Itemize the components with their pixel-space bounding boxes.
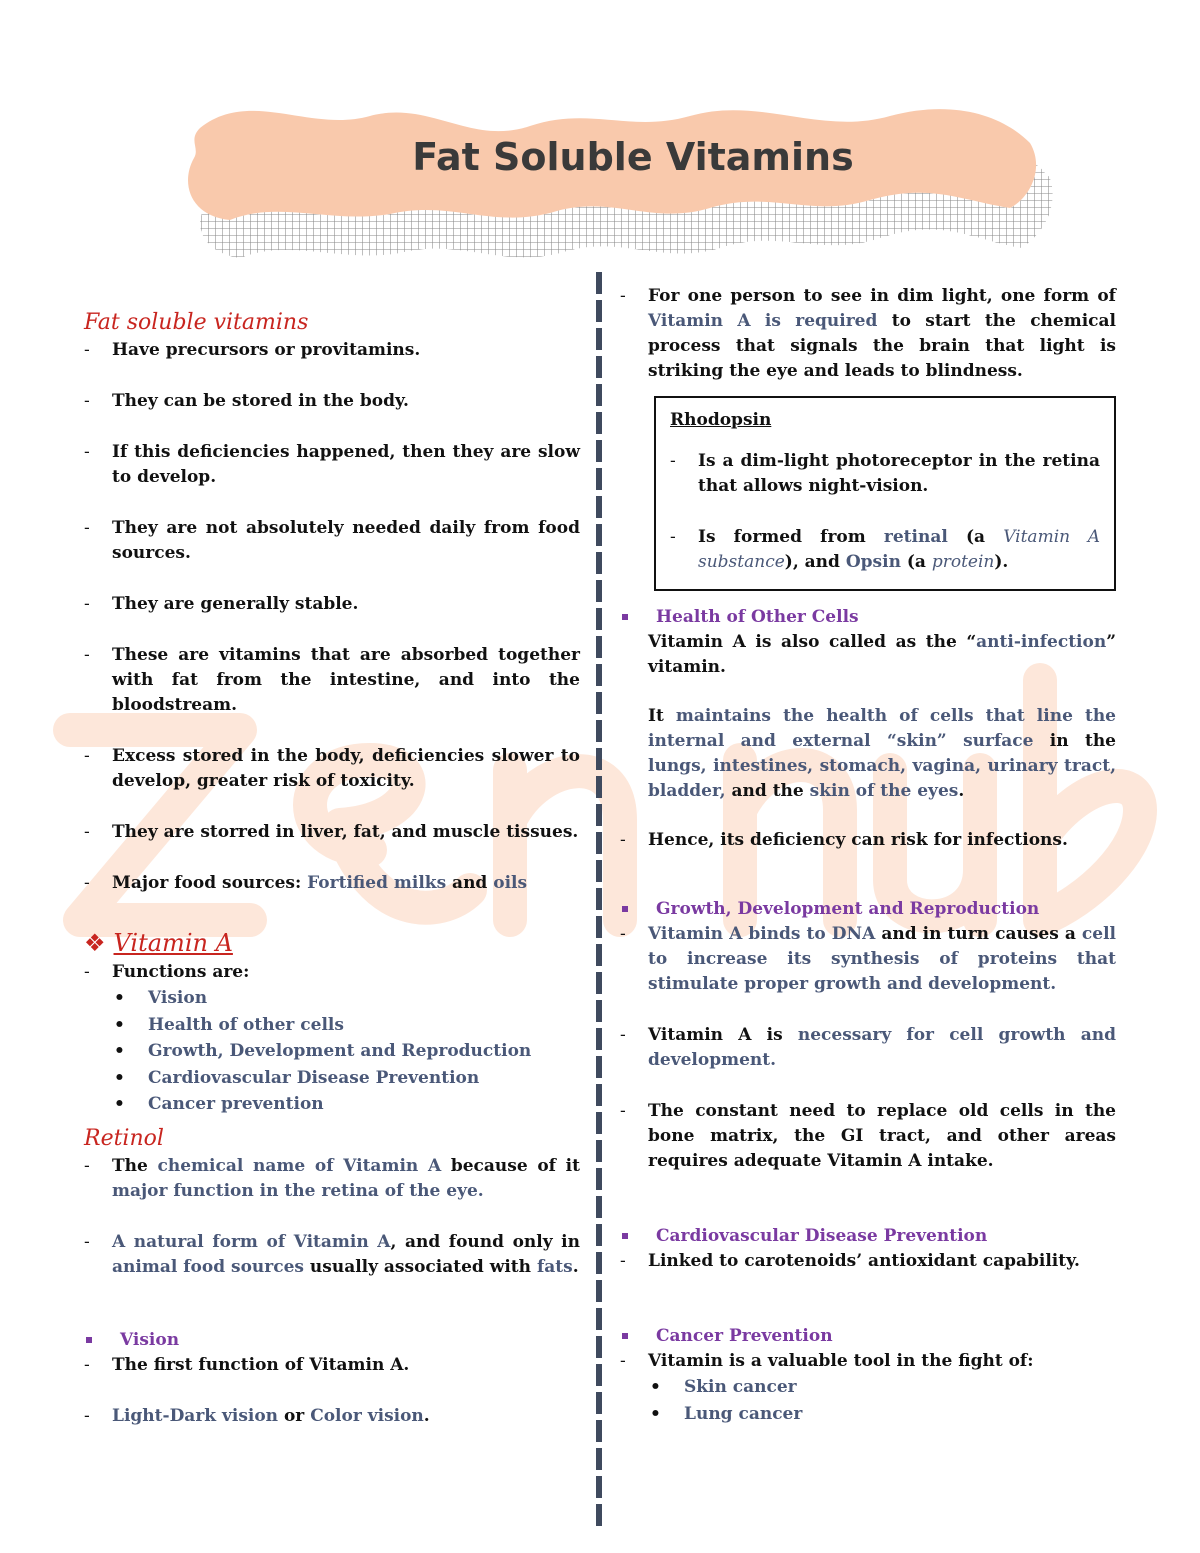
diamond-bullet-icon: ❖ — [84, 929, 106, 957]
highlight: Color vision — [310, 1405, 424, 1426]
rhodopsin-box — [654, 396, 1116, 591]
text: Major food sources: — [112, 873, 308, 893]
text: It — [648, 706, 676, 726]
highlight: Light-Dark vision — [112, 1405, 279, 1426]
highlight: fats — [536, 1256, 573, 1277]
text: to start the chemical process that signals the brain that light is striking the eye and leads to blindness. — [648, 311, 1116, 381]
functions-list — [84, 985, 580, 1118]
vitamin-a-heading-text: Vitamin A — [113, 929, 233, 957]
functions-label — [84, 960, 580, 985]
text: The first function of Vitamin A. — [112, 1354, 410, 1375]
fat-point — [84, 389, 580, 414]
cancer-heading: Cancer Prevention — [620, 1324, 1116, 1349]
functions-label-text: Functions are: — [112, 962, 250, 982]
fat-point — [84, 592, 580, 617]
growth-point — [620, 1023, 1116, 1073]
cardio-point — [620, 1249, 1116, 1274]
text: (a — [947, 527, 1004, 547]
fat-point — [84, 744, 580, 794]
list-item: • Vision — [148, 985, 580, 1012]
fat-soluble-heading: Fat soluble vitamins — [84, 310, 309, 335]
list-item: • Skin cancer — [684, 1374, 1116, 1401]
retinol-point — [84, 1230, 580, 1280]
text: ). — [994, 552, 1009, 572]
retinol-point — [84, 1154, 580, 1204]
text: The constant need to replace old cells in the bone matrix, the GI tract, and other areas requires adequate Vitamin A intake. — [648, 1101, 1116, 1171]
cancer-list — [620, 1374, 1116, 1427]
highlight: anti-infection — [976, 632, 1107, 652]
highlight: Vitamin A binds to DNA — [648, 924, 876, 944]
text: and — [446, 873, 494, 893]
highlight: animal food sources — [112, 1256, 304, 1277]
highlight: necessary for cell growth and development. — [648, 1025, 1116, 1070]
rhodopsin-point — [670, 525, 1100, 575]
left-column — [84, 308, 580, 1429]
text: Hence, its deficiency can risk for infections. — [648, 830, 1068, 850]
list-item: • Health of other cells — [148, 1012, 580, 1039]
health-text — [620, 630, 1116, 680]
growth-point — [620, 922, 1116, 997]
vision-point — [84, 1353, 580, 1378]
text: ), and — [784, 552, 846, 572]
text: For one person to see in dim light, one form of — [648, 286, 1116, 306]
health-text — [620, 704, 1116, 804]
text: Is a dim-light photoreceptor in the retina that allows night-vision. — [698, 451, 1100, 496]
list-item: • Growth, Development and Reproduction — [148, 1038, 580, 1065]
fat-point — [84, 338, 580, 363]
highlight: Fortified milks — [307, 873, 447, 893]
rhodopsin-heading: Rhodopsin — [670, 410, 772, 430]
cardio-heading: Cardiovascular Disease Prevention — [620, 1224, 1116, 1249]
fat-point-text: Excess stored in the body, deficiencies slower to develop, greater risk of toxicity. — [112, 746, 580, 791]
rhodopsin-point — [670, 449, 1100, 499]
text: The — [112, 1155, 158, 1176]
highlight: Vitamin A is required — [648, 311, 878, 331]
text: because of it — [441, 1155, 580, 1176]
fat-point — [84, 440, 580, 490]
text: . — [958, 781, 965, 801]
vitamin-a-heading — [84, 926, 580, 960]
text: . — [572, 1256, 579, 1277]
health-point — [620, 828, 1116, 853]
text: Vitamin A is also called as the “ — [648, 632, 977, 652]
fat-point-text: They are storred in liver, fat, and muscle tissues. — [112, 822, 579, 842]
highlight: A natural form of Vitamin A — [112, 1231, 391, 1252]
highlight: cell to increase its synthesis of proteins that stimulate proper growth and development. — [648, 924, 1116, 994]
fat-point-text: These are vitamins that are absorbed together with fat from the intestine, and into the bloodstream. — [112, 645, 580, 715]
text: Is formed from — [698, 527, 884, 547]
cancer-point — [620, 1349, 1116, 1374]
fat-point-text: They are not absolutely needed daily from food sources. — [112, 518, 580, 563]
text: and in turn causes a — [875, 924, 1082, 944]
growth-point — [620, 1099, 1116, 1174]
text: (a — [900, 552, 932, 572]
list-item: • Cardiovascular Disease Prevention — [148, 1065, 580, 1092]
text: , and found only in — [390, 1231, 580, 1252]
text: Vitamin A is — [648, 1025, 798, 1045]
right-column — [620, 284, 1116, 1427]
fat-point-food-sources — [84, 871, 580, 896]
vision-point — [84, 1404, 580, 1429]
list-item: • Lung cancer — [684, 1401, 1116, 1428]
highlight: maintains the health of cells that line the internal and external “skin” surface — [648, 706, 1116, 751]
text: ” vitamin. — [648, 632, 1116, 677]
highlight: oils — [493, 873, 528, 893]
fat-point-text: Have precursors or provitamins. — [112, 340, 421, 360]
text: . — [423, 1405, 430, 1426]
vision-heading: Vision — [84, 1328, 580, 1353]
fat-point — [84, 516, 580, 566]
fat-point — [84, 820, 580, 845]
dim-light-point — [620, 284, 1116, 384]
highlight: skin of the eyes — [809, 781, 959, 801]
page-title: Fat Soluble Vitamins — [412, 135, 854, 179]
highlight: major function in the retina of the eye. — [112, 1180, 484, 1201]
highlight: chemical name of Vitamin A — [157, 1155, 442, 1176]
highlight: Vitamin A substance — [698, 527, 1100, 572]
text: Linked to carotenoids’ antioxidant capability. — [648, 1251, 1080, 1271]
column-divider — [596, 272, 602, 1527]
retinol-heading: Retinol — [84, 1125, 164, 1151]
fat-point-text: They are generally stable. — [112, 594, 359, 614]
highlight: protein — [931, 552, 995, 572]
text: Vitamin is a valuable tool in the fight of: — [648, 1351, 1034, 1371]
fat-point — [84, 643, 580, 718]
highlight: lungs, intestines, stomach, vagina, urinary tract, bladder, — [648, 756, 1116, 801]
text: in the — [1033, 731, 1116, 751]
fat-point-text: If this deficiencies happened, then they are slow to develop. — [112, 442, 580, 487]
fat-point-text: They can be stored in the body. — [112, 391, 409, 411]
highlight: Opsin — [845, 552, 901, 572]
text: usually associated with — [303, 1256, 537, 1277]
highlight: retinal — [883, 527, 948, 547]
health-heading: Health of Other Cells — [620, 605, 1116, 630]
growth-heading: Growth, Development and Reproduction — [620, 897, 1116, 922]
text: and the — [725, 781, 810, 801]
list-item: • Cancer prevention — [148, 1091, 580, 1118]
text: or — [278, 1405, 311, 1426]
